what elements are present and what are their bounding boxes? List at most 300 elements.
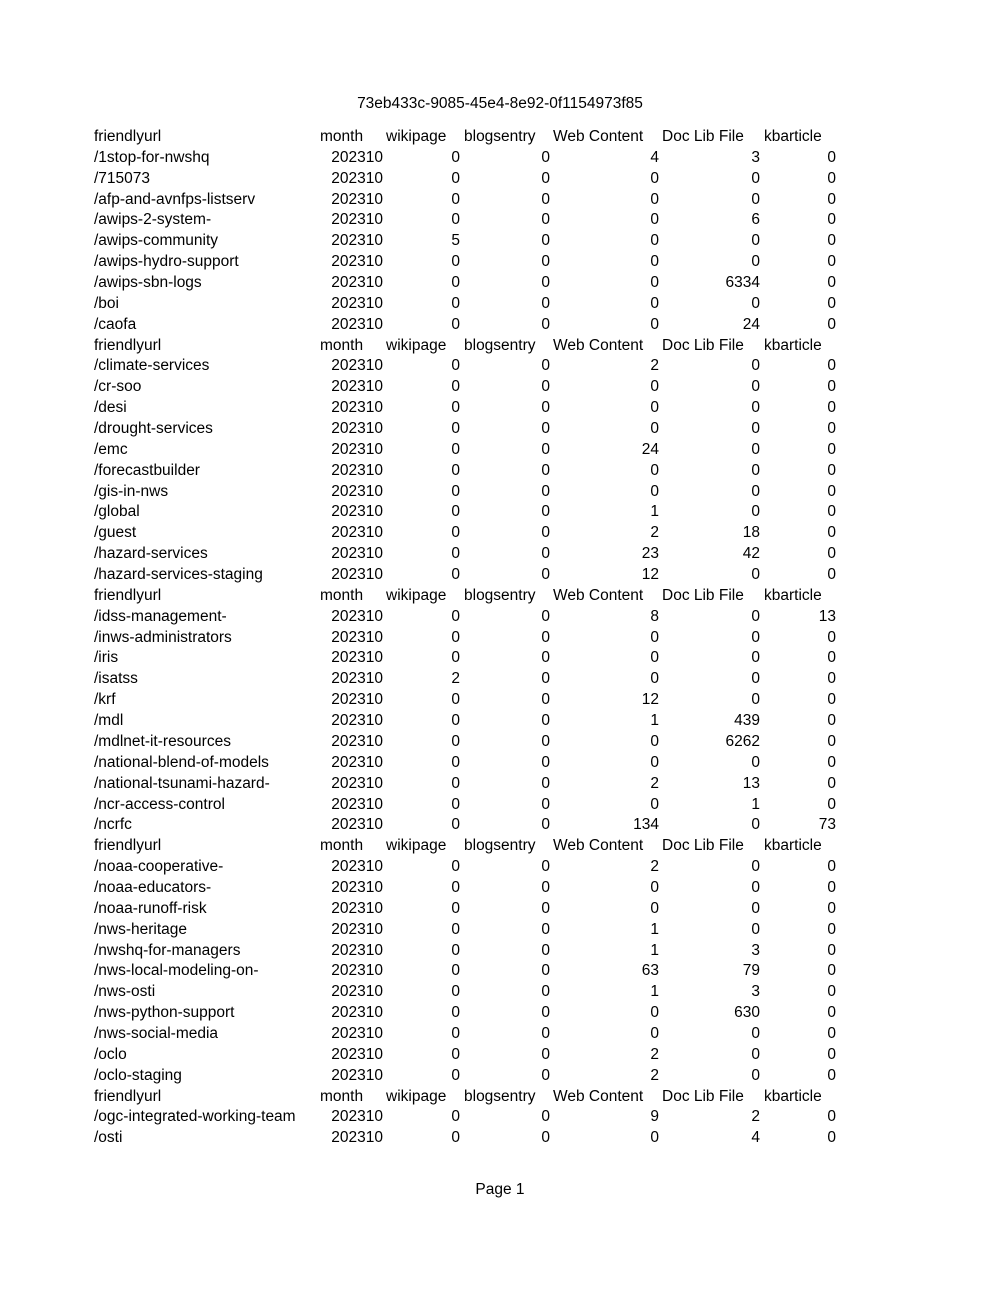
wikipage-cell: 0 (451, 753, 460, 771)
friendlyurl-cell: /nwshq-for-managers (94, 941, 241, 959)
table-header-row (94, 586, 854, 607)
blogsentry-cell: 0 (541, 628, 550, 646)
blogsentry-cell: 0 (541, 232, 550, 250)
month-cell: 202310 (331, 858, 383, 876)
month-cell: 202310 (331, 920, 383, 938)
month-cell: 202310 (331, 440, 383, 458)
blogsentry-cell: 0 (541, 712, 550, 730)
document-title: 73eb433c-9085-45e4-8e92-0f1154973f85 (357, 95, 643, 112)
web-content-cell: 2 (650, 357, 659, 375)
doc-lib-file-cell: 4 (751, 1129, 760, 1147)
kbarticle-cell: 0 (827, 920, 836, 938)
table-row (94, 1045, 854, 1066)
table-row (94, 920, 854, 941)
kbarticle-cell: 0 (827, 732, 836, 750)
friendlyurl-cell: /awips-sbn-logs (94, 274, 202, 292)
friendlyurl-cell: /global (94, 503, 140, 521)
wikipage-cell: 0 (451, 816, 460, 834)
web-content-cell: 0 (650, 628, 659, 646)
month-cell: 202310 (331, 816, 383, 834)
table-row (94, 711, 854, 732)
doc-lib-file-cell: 0 (751, 461, 760, 479)
web-content-cell: 1 (650, 983, 659, 1001)
header-wikipage: wikipage (386, 1087, 447, 1105)
table-row (94, 1003, 854, 1024)
doc-lib-file-cell: 0 (751, 920, 760, 938)
kbarticle-cell: 0 (827, 941, 836, 959)
blogsentry-cell: 0 (541, 420, 550, 438)
doc-lib-file-cell: 79 (742, 962, 760, 980)
doc-lib-file-cell: 0 (751, 670, 760, 688)
friendlyurl-cell: /hazard-services (94, 545, 208, 563)
kbarticle-cell: 0 (827, 211, 836, 229)
blogsentry-cell: 0 (541, 732, 550, 750)
header-web-content: Web Content (553, 128, 644, 145)
doc-lib-file-cell: 439 (734, 712, 760, 730)
blogsentry-cell: 0 (541, 440, 550, 458)
header-web-content: Web Content (553, 586, 644, 604)
kbarticle-cell: 0 (827, 712, 836, 730)
friendlyurl-cell: /1stop-for-nwshq (94, 148, 210, 166)
header-month: month (320, 336, 364, 354)
kbarticle-cell: 0 (827, 1108, 836, 1126)
header-month: month (320, 1087, 364, 1105)
table-row (94, 857, 854, 878)
blogsentry-cell: 0 (541, 1066, 550, 1084)
wikipage-cell: 0 (451, 169, 460, 187)
month-cell: 202310 (331, 294, 383, 312)
doc-lib-file-cell: 42 (742, 545, 760, 563)
blogsentry-cell: 0 (541, 315, 550, 333)
friendlyurl-cell: /national-blend-of-models (94, 753, 269, 771)
web-content-cell: 12 (641, 566, 659, 584)
table-row (94, 440, 854, 461)
header-friendlyurl: friendlyurl (94, 128, 162, 145)
doc-lib-file-cell: 3 (751, 983, 760, 1001)
kbarticle-cell: 0 (827, 232, 836, 250)
web-content-cell: 0 (650, 649, 659, 667)
table-row (94, 190, 854, 211)
month-cell: 202310 (331, 795, 383, 813)
friendlyurl-cell: /oclo-staging (94, 1066, 182, 1084)
web-content-cell: 0 (650, 274, 659, 292)
table-row (94, 169, 854, 190)
month-cell: 202310 (331, 566, 383, 584)
blogsentry-cell: 0 (541, 962, 550, 980)
month-cell: 202310 (331, 503, 383, 521)
friendlyurl-cell: /awips-hydro-support (94, 253, 239, 271)
table-row (94, 774, 854, 795)
table-row (94, 398, 854, 419)
wikipage-cell: 0 (451, 1004, 460, 1022)
blogsentry-cell: 0 (541, 899, 550, 917)
web-content-cell: 0 (650, 1024, 659, 1042)
wikipage-cell: 0 (451, 795, 460, 813)
wikipage-cell: 0 (451, 420, 460, 438)
web-content-cell: 1 (650, 503, 659, 521)
table-row (94, 565, 854, 586)
blogsentry-cell: 0 (541, 378, 550, 396)
header-month: month (320, 837, 364, 855)
header-friendlyurl: friendlyurl (94, 336, 162, 354)
table-header-row (94, 1087, 854, 1108)
kbarticle-cell: 0 (827, 399, 836, 417)
table-header-row (94, 127, 854, 148)
table-row (94, 732, 854, 753)
blogsentry-cell: 0 (541, 1004, 550, 1022)
month-cell: 202310 (331, 420, 383, 438)
friendlyurl-cell: /cr-soo (94, 378, 142, 396)
month-cell: 202310 (331, 274, 383, 292)
friendlyurl-cell: /ogc-integrated-working-team (94, 1108, 296, 1126)
blogsentry-cell: 0 (541, 858, 550, 876)
header-doc-lib-file: Doc Lib File (662, 586, 744, 604)
table-row (94, 648, 854, 669)
kbarticle-cell: 0 (827, 461, 836, 479)
month-cell: 202310 (331, 545, 383, 563)
header-kbarticle: kbarticle (764, 837, 822, 855)
table-row (94, 628, 854, 649)
header-doc-lib-file: Doc Lib File (662, 837, 744, 855)
kbarticle-cell: 0 (827, 691, 836, 709)
kbarticle-cell: 0 (827, 274, 836, 292)
web-content-cell: 0 (650, 232, 659, 250)
header-doc-lib-file: Doc Lib File (662, 128, 744, 145)
wikipage-cell: 2 (451, 670, 460, 688)
wikipage-cell: 0 (451, 566, 460, 584)
web-content-cell: 0 (650, 732, 659, 750)
doc-lib-file-cell: 0 (751, 357, 760, 375)
month-cell: 202310 (331, 1108, 383, 1126)
blogsentry-cell: 0 (541, 670, 550, 688)
blogsentry-cell: 0 (541, 753, 550, 771)
web-content-cell: 2 (650, 858, 659, 876)
blogsentry-cell: 0 (541, 148, 550, 166)
doc-lib-file-cell: 1 (751, 795, 760, 813)
kbarticle-cell: 0 (827, 524, 836, 542)
wikipage-cell: 0 (451, 148, 460, 166)
blogsentry-cell: 0 (541, 920, 550, 938)
blogsentry-cell: 0 (541, 190, 550, 208)
blogsentry-cell: 0 (541, 482, 550, 500)
kbarticle-cell: 0 (827, 774, 836, 792)
web-content-cell: 0 (650, 253, 659, 271)
wikipage-cell: 0 (451, 1129, 460, 1147)
month-cell: 202310 (331, 670, 383, 688)
web-content-cell: 2 (650, 1066, 659, 1084)
table-row (94, 523, 854, 544)
web-content-cell: 2 (650, 524, 659, 542)
header-friendlyurl: friendlyurl (94, 1087, 162, 1105)
kbarticle-cell: 0 (827, 628, 836, 646)
header-wikipage: wikipage (386, 336, 447, 354)
table-row (94, 356, 854, 377)
friendlyurl-cell: /nws-osti (94, 983, 156, 1001)
web-content-cell: 24 (641, 440, 659, 458)
doc-lib-file-cell: 0 (751, 691, 760, 709)
month-cell: 202310 (331, 524, 383, 542)
header-month: month (320, 586, 364, 604)
friendlyurl-cell: /krf (94, 691, 116, 709)
friendlyurl-cell: /mdlnet-it-resources (94, 732, 231, 750)
kbarticle-cell: 0 (827, 503, 836, 521)
wikipage-cell: 0 (451, 399, 460, 417)
kbarticle-cell: 0 (827, 858, 836, 876)
header-web-content: Web Content (553, 336, 644, 354)
wikipage-cell: 0 (451, 649, 460, 667)
doc-lib-file-cell: 0 (751, 420, 760, 438)
web-content-cell: 0 (650, 482, 659, 500)
web-content-cell: 1 (650, 920, 659, 938)
web-content-cell: 0 (650, 878, 659, 896)
kbarticle-cell: 0 (827, 482, 836, 500)
kbarticle-cell: 0 (827, 649, 836, 667)
doc-lib-file-cell: 0 (751, 607, 760, 625)
doc-lib-file-cell: 630 (734, 1004, 760, 1022)
header-wikipage: wikipage (386, 128, 447, 145)
friendlyurl-cell: /noaa-educators- (94, 878, 212, 896)
blogsentry-cell: 0 (541, 816, 550, 834)
kbarticle-cell: 0 (827, 148, 836, 166)
web-content-cell: 23 (641, 545, 659, 563)
web-content-cell: 0 (650, 378, 659, 396)
friendlyurl-cell: /forecastbuilder (94, 461, 200, 479)
month-cell: 202310 (331, 732, 383, 750)
blogsentry-cell: 0 (541, 795, 550, 813)
table-row (94, 899, 854, 920)
kbarticle-cell: 0 (827, 878, 836, 896)
blogsentry-cell: 0 (541, 211, 550, 229)
wikipage-cell: 0 (451, 315, 460, 333)
blogsentry-cell: 0 (541, 503, 550, 521)
table-row (94, 544, 854, 565)
header-wikipage: wikipage (386, 837, 447, 855)
web-content-cell: 0 (650, 420, 659, 438)
doc-lib-file-cell: 0 (751, 169, 760, 187)
month-cell: 202310 (331, 649, 383, 667)
table-row (94, 1066, 854, 1087)
wikipage-cell: 5 (451, 232, 460, 250)
blogsentry-cell: 0 (541, 566, 550, 584)
doc-lib-file-cell: 0 (751, 1024, 760, 1042)
kbarticle-cell: 0 (827, 1004, 836, 1022)
friendlyurl-cell: /emc (94, 440, 128, 458)
web-content-cell: 12 (641, 691, 659, 709)
table-row (94, 461, 854, 482)
month-cell: 202310 (331, 1066, 383, 1084)
doc-lib-file-cell: 0 (751, 816, 760, 834)
friendlyurl-cell: /nws-local-modeling-on- (94, 962, 259, 980)
wikipage-cell: 0 (451, 211, 460, 229)
doc-lib-file-cell: 0 (751, 440, 760, 458)
header-kbarticle: kbarticle (764, 586, 822, 604)
doc-lib-file-cell: 0 (751, 190, 760, 208)
friendlyurl-cell: /ncr-access-control (94, 795, 225, 813)
table-row (94, 607, 854, 628)
doc-lib-file-cell: 13 (742, 774, 760, 792)
wikipage-cell: 0 (451, 858, 460, 876)
table-row (94, 941, 854, 962)
table-row (94, 148, 854, 169)
doc-lib-file-cell: 0 (751, 294, 760, 312)
table-row (94, 669, 854, 690)
kbarticle-cell: 73 (818, 816, 836, 834)
month-cell: 202310 (331, 899, 383, 917)
wikipage-cell: 0 (451, 274, 460, 292)
blogsentry-cell: 0 (541, 294, 550, 312)
kbarticle-cell: 0 (827, 1066, 836, 1084)
table-row (94, 210, 854, 231)
wikipage-cell: 0 (451, 941, 460, 959)
kbarticle-cell: 0 (827, 899, 836, 917)
friendlyurl-cell: /osti (94, 1129, 123, 1147)
kbarticle-cell: 0 (827, 294, 836, 312)
web-content-cell: 0 (650, 294, 659, 312)
month-cell: 202310 (331, 941, 383, 959)
wikipage-cell: 0 (451, 357, 460, 375)
month-cell: 202310 (331, 1004, 383, 1022)
blogsentry-cell: 0 (541, 878, 550, 896)
doc-lib-file-cell: 0 (751, 878, 760, 896)
web-content-cell: 134 (633, 816, 659, 834)
blogsentry-cell: 0 (541, 399, 550, 417)
friendlyurl-cell: /idss-management- (94, 607, 227, 625)
wikipage-cell: 0 (451, 628, 460, 646)
doc-lib-file-cell: 0 (751, 899, 760, 917)
friendlyurl-cell: /nws-social-media (94, 1024, 219, 1042)
friendlyurl-cell: /isatss (94, 670, 138, 688)
month-cell: 202310 (331, 628, 383, 646)
header-doc-lib-file: Doc Lib File (662, 1087, 744, 1105)
header-web-content: Web Content (553, 1087, 644, 1105)
wikipage-cell: 0 (451, 461, 460, 479)
table-row (94, 878, 854, 899)
doc-lib-file-cell: 0 (751, 232, 760, 250)
month-cell: 202310 (331, 753, 383, 771)
header-blogsentry: blogsentry (464, 336, 536, 354)
month-cell: 202310 (331, 211, 383, 229)
page-number: Page 1 (475, 1181, 525, 1198)
month-cell: 202310 (331, 1129, 383, 1147)
table-row (94, 1107, 854, 1128)
wikipage-cell: 0 (451, 524, 460, 542)
wikipage-cell: 0 (451, 1066, 460, 1084)
header-kbarticle: kbarticle (764, 336, 822, 354)
month-cell: 202310 (331, 482, 383, 500)
doc-lib-file-cell: 0 (751, 253, 760, 271)
blogsentry-cell: 0 (541, 1129, 550, 1147)
blogsentry-cell: 0 (541, 253, 550, 271)
doc-lib-file-cell: 18 (742, 524, 760, 542)
blogsentry-cell: 0 (541, 941, 550, 959)
wikipage-cell: 0 (451, 983, 460, 1001)
web-content-cell: 63 (641, 962, 659, 980)
blogsentry-cell: 0 (541, 169, 550, 187)
table-row (94, 315, 854, 336)
wikipage-cell: 0 (451, 774, 460, 792)
doc-lib-file-cell: 0 (751, 482, 760, 500)
web-content-cell: 0 (650, 795, 659, 813)
kbarticle-cell: 0 (827, 315, 836, 333)
header-blogsentry: blogsentry (464, 1087, 536, 1105)
header-kbarticle: kbarticle (764, 128, 822, 145)
header-blogsentry: blogsentry (464, 837, 536, 855)
friendlyurl-cell: /ncrfc (94, 816, 132, 834)
wikipage-cell: 0 (451, 294, 460, 312)
web-content-cell: 1 (650, 941, 659, 959)
kbarticle-cell: 0 (827, 440, 836, 458)
friendlyurl-cell: /nws-heritage (94, 920, 188, 938)
doc-lib-file-cell: 3 (751, 148, 760, 166)
header-blogsentry: blogsentry (464, 128, 536, 145)
blogsentry-cell: 0 (541, 649, 550, 667)
friendlyurl-cell: /awips-community (94, 232, 219, 250)
friendlyurl-cell: /mdl (94, 712, 124, 730)
kbarticle-cell: 0 (827, 1045, 836, 1063)
header-month: month (320, 128, 364, 145)
header-wikipage: wikipage (386, 586, 447, 604)
wikipage-cell: 0 (451, 482, 460, 500)
table-row (94, 961, 854, 982)
doc-lib-file-cell: 24 (742, 315, 760, 333)
doc-lib-file-cell: 0 (751, 858, 760, 876)
kbarticle-cell: 0 (827, 357, 836, 375)
wikipage-cell: 0 (451, 503, 460, 521)
table-row (94, 982, 854, 1003)
doc-lib-file-cell: 0 (751, 399, 760, 417)
friendlyurl-cell: /guest (94, 524, 137, 542)
web-content-cell: 0 (650, 315, 659, 333)
wikipage-cell: 0 (451, 1024, 460, 1042)
table-row (94, 482, 854, 503)
blogsentry-cell: 0 (541, 1108, 550, 1126)
month-cell: 202310 (331, 1024, 383, 1042)
month-cell: 202310 (331, 378, 383, 396)
kbarticle-cell: 0 (827, 190, 836, 208)
doc-lib-file-cell: 2 (751, 1108, 760, 1126)
table-row (94, 502, 854, 523)
month-cell: 202310 (331, 878, 383, 896)
kbarticle-cell: 0 (827, 795, 836, 813)
friendlyurl-cell: /national-tsunami-hazard- (94, 774, 270, 792)
friendlyurl-cell: /noaa-cooperative- (94, 858, 224, 876)
table-row (94, 273, 854, 294)
table-row (94, 795, 854, 816)
friendlyurl-cell: /hazard-services-staging (94, 566, 263, 584)
friendlyurl-cell: /iris (94, 649, 119, 667)
friendlyurl-cell: /gis-in-nws (94, 482, 169, 500)
doc-lib-file-cell: 3 (751, 941, 760, 959)
doc-lib-file-cell: 6262 (725, 732, 760, 750)
friendlyurl-cell: /boi (94, 294, 119, 312)
web-content-cell: 0 (650, 461, 659, 479)
blogsentry-cell: 0 (541, 545, 550, 563)
web-content-cell: 9 (650, 1108, 659, 1126)
wikipage-cell: 0 (451, 378, 460, 396)
month-cell: 202310 (331, 357, 383, 375)
friendlyurl-cell: /nws-python-support (94, 1004, 235, 1022)
wikipage-cell: 0 (451, 920, 460, 938)
wikipage-cell: 0 (451, 712, 460, 730)
report-table (94, 127, 854, 1149)
doc-lib-file-cell: 0 (751, 1045, 760, 1063)
header-blogsentry: blogsentry (464, 586, 536, 604)
web-content-cell: 2 (650, 1045, 659, 1063)
kbarticle-cell: 0 (827, 566, 836, 584)
web-content-cell: 0 (650, 899, 659, 917)
doc-lib-file-cell: 6334 (725, 274, 760, 292)
month-cell: 202310 (331, 983, 383, 1001)
